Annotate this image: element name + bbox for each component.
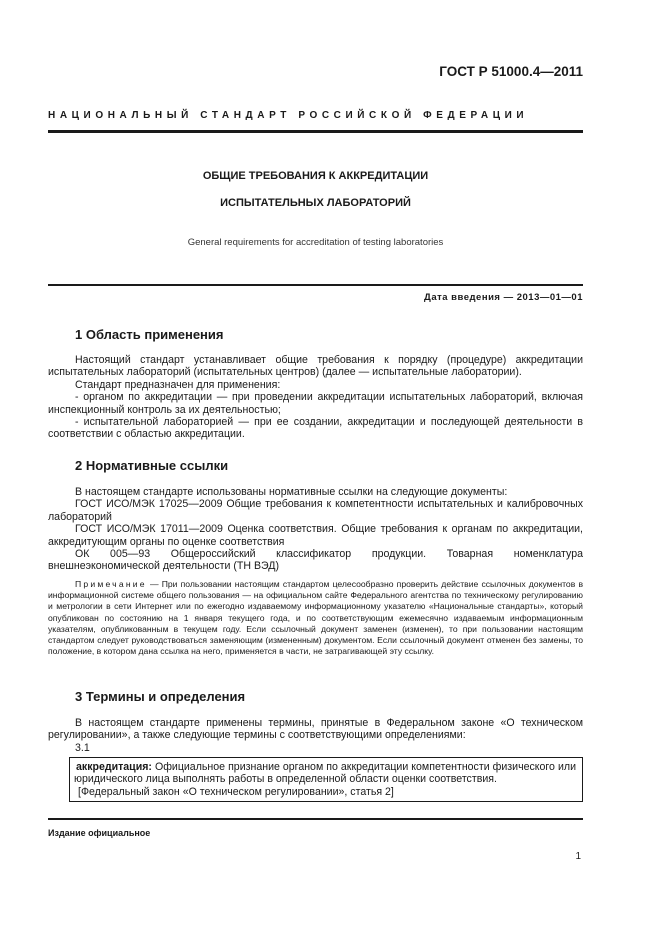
section-3-heading: 3 Термины и определения [75,689,246,704]
section-1-heading: 1 Область применения [75,327,224,342]
section-1-body [48,354,583,441]
section-1-paragraph: Настоящий стандарт устанавливает общие требования к порядку (процедуре) аккредитации испытательных лабораторий (испытательных центров) (далее — испытательные лаборатории). [48,354,583,379]
document-code: ГОСТ Р 51000.4—2011 [439,64,583,79]
english-title: General requirements for accreditation of testing laboratories [187,237,444,248]
title-divider [48,284,583,286]
document-title-line2: ИСПЫТАТЕЛЬНЫХ ЛАБОРАТОРИЙ [220,197,411,209]
term-number: 3.1 [75,741,90,754]
reference-item: ОК 005—93 Общероссийский классификатор продукции. Товарная номенклатура внешнеэкономической деятельности (ТН ВЭД) [48,548,583,573]
term-definition: Официальное признание органом по аккредитации компетентности физического или юридического лица выполнять работы в определенной области оценки соответствия. [74,761,576,786]
section-2-note [48,579,583,657]
note-label: Примечание [75,579,147,589]
note-text: — При пользовании настоящим стандартом целесообразно проверить действие ссылочных документов в информационной системе общего пользования — на официальном сайте Федерального агентства по техническому регулированию и метрологии в сети Интернет или по ежегодно издаваемому информационному указателю «Национальные стандарты», который опубликован по состоянию на 1 января текущего года, и по соответствующим ежемесячно издаваемым информационным указателям, опубликованным в текущем году. Если ссылочный документ заменен (изменен), то при пользовании настоящим стандартом следует руководствоваться заменяющим (измененным) документом. Если ссылочный документ отменен без замены, то положение, в котором дана ссылка на него, применяется в части, не затрагивающей эту ссылку. [48,579,584,657]
reference-item: ГОСТ ИСО/МЭК 17025—2009 Общие требования к компетентности испытательных и калибровочных лабораторий [48,498,583,523]
header-divider [48,130,583,133]
section-2-paragraph: В настоящем стандарте использованы нормативные ссылки на следующие документы: [75,486,508,498]
reference-item: ГОСТ ИСО/МЭК 17011—2009 Оценка соответствия. Общие требования к органам по аккредитации, аккредитующим органы по оценке соответствия [48,523,583,548]
introduction-date: Дата введения — 2013—01—01 [424,292,583,303]
section-2-heading: 2 Нормативные ссылки [75,458,229,473]
section-1-list-item: - органом по аккредитации — при проведении аккредитации испытательных лабораторий, включая инспекционный контроль за их деятельностью; [48,391,583,416]
section-1-paragraph: Стандарт предназначен для применения: [75,378,281,391]
section-1-list-item: - испытательной лабораторией — при ее создании, аккредитации и последующей деятельности в соответствии с областью аккредитации. [48,416,583,441]
term-name: аккредитация: [76,761,152,773]
footer-divider [48,818,583,820]
national-standard-banner: НАЦИОНАЛЬНЫЙ СТАНДАРТ РОССИЙСКОЙ ФЕДЕРАЦИИ [48,110,529,121]
section-3-paragraph: В настоящем стандарте применены термины, принятые в Федеральном законе «О техническом регулировании», а также следующие термины с соответствующими определениями: [48,717,583,742]
official-edition-label: Издание официальное [48,828,151,838]
section-3-body [48,717,583,754]
section-2-body [48,486,583,573]
document-title-line1: ОБЩИЕ ТРЕБОВАНИЯ К АККРЕДИТАЦИИ [202,170,429,182]
term-definition-box [69,757,583,802]
page-number: 1 [575,851,581,862]
term-source: [Федеральный закон «О техническом регулировании», статья 2] [78,785,394,798]
